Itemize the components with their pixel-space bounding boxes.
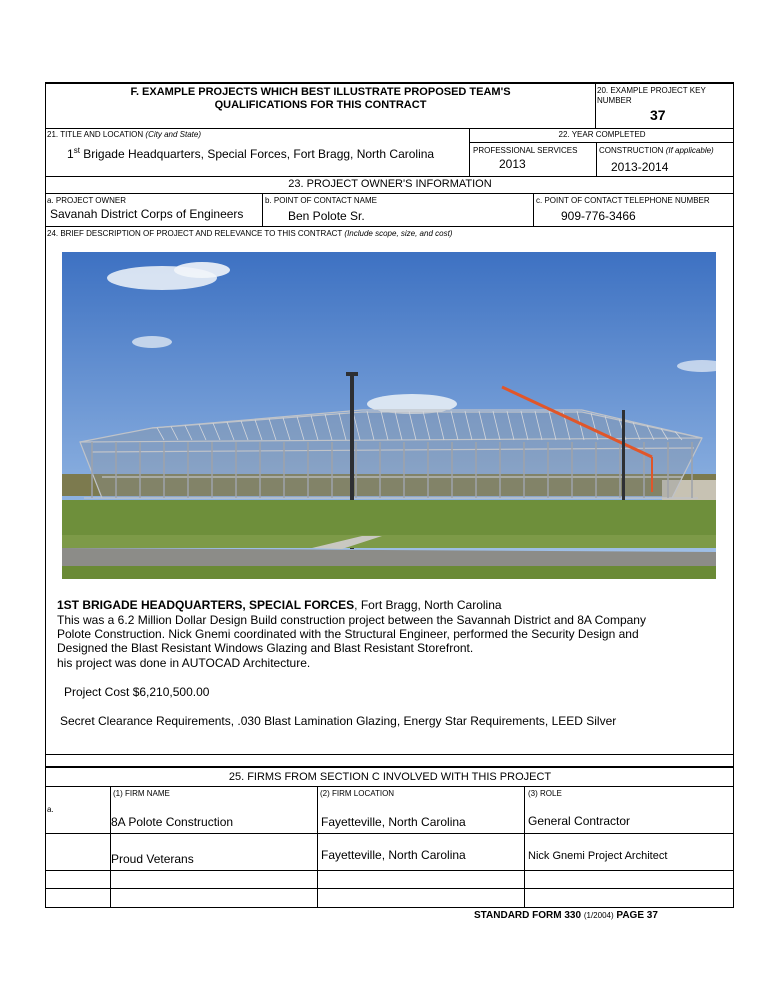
construction-value: 2013-2014 [611, 160, 669, 174]
firm-location-column-header: (2) FIRM LOCATION [320, 789, 395, 798]
project-photo [62, 252, 716, 579]
project-cost: Project Cost $6,210,500.00 [64, 685, 210, 699]
field-23-label: 23. PROJECT OWNER'S INFORMATION [288, 178, 492, 190]
description-line-1: This was a 6.2 Million Dollar Design Build construction project between the Savannah District and 8A Company [57, 613, 646, 627]
description-line-3: Designed the Blast Resistant Windows Glazing and Blast Resistant Storefront. [57, 641, 474, 655]
border-top [45, 82, 734, 84]
section-f-title [46, 86, 595, 112]
row-a-marker: a. [47, 805, 54, 814]
firm-name-row-2: Proud Veterans [111, 852, 194, 866]
firm-name-column-header: (1) FIRM NAME [113, 789, 170, 798]
description-line-2: Polote Construction. Nick Gnemi coordinated with the Structural Engineer, performed the Security Design and [57, 627, 639, 641]
contact-phone-label: c. POINT OF CONTACT TELEPHONE NUMBER [536, 196, 710, 205]
section-f-title-line2: QUALIFICATIONS FOR THIS CONTRACT [214, 99, 427, 111]
project-heading: 1ST BRIGADE HEADQUARTERS, SPECIAL FORCES, Fort Bragg, North Carolina [57, 598, 502, 612]
firm-location-row-2: Fayetteville, North Carolina [321, 848, 466, 862]
firm-role-row-2: Nick Gnemi Project Architect [528, 850, 668, 862]
professional-services-label: PROFESSIONAL SERVICES [473, 146, 578, 155]
field-22-label: 22. YEAR COMPLETED [558, 130, 646, 139]
key-number-label: 20. EXAMPLE PROJECT KEY NUMBER [597, 86, 706, 105]
firm-name-row-1: 8A Polote Construction [111, 815, 234, 829]
firm-role-row-1: General Contractor [528, 814, 631, 828]
field-24-label: 24. BRIEF DESCRIPTION OF PROJECT AND RELEVANCE TO THIS CONTRACT (Include scope, size, and cost) [47, 229, 453, 238]
field-21-label: 21. TITLE AND LOCATION (City and State) [47, 130, 201, 139]
field-25-label: 25. FIRMS FROM SECTION C INVOLVED WITH THIS PROJECT [228, 771, 552, 783]
professional-services-value: 2013 [499, 157, 526, 171]
construction-label: CONSTRUCTION (If applicable) [599, 146, 714, 155]
project-owner-value: Savanah District Corps of Engineers [50, 207, 244, 221]
key-number-value: 37 [650, 107, 666, 123]
border-left [45, 82, 46, 908]
project-owner-label: a. PROJECT OWNER [47, 196, 126, 205]
form-footer: STANDARD FORM 330 (1/2004) PAGE 37 [474, 910, 658, 921]
section-f-title-line1: F. EXAMPLE PROJECTS WHICH BEST ILLUSTRATE PROPOSED TEAM'S [130, 86, 511, 98]
contact-name-label: b. POINT OF CONTACT NAME [265, 196, 378, 205]
field-21-value: 1st Brigade Headquarters, Special Forces, Fort Bragg, North Carolina [67, 146, 435, 161]
description-line-4: his project was done in AUTOCAD Architecture. [57, 656, 311, 670]
role-column-header: (3) ROLE [528, 789, 562, 798]
firm-location-row-1: Fayetteville, North Carolina [321, 815, 466, 829]
project-requirements: Secret Clearance Requirements, .030 Blast Lamination Glazing, Energy Star Requirements, LEED Silver [60, 714, 617, 728]
contact-name-value: Ben Polote Sr. [288, 209, 365, 223]
contact-phone-value: 909-776-3466 [561, 209, 636, 223]
border-right [733, 82, 734, 908]
